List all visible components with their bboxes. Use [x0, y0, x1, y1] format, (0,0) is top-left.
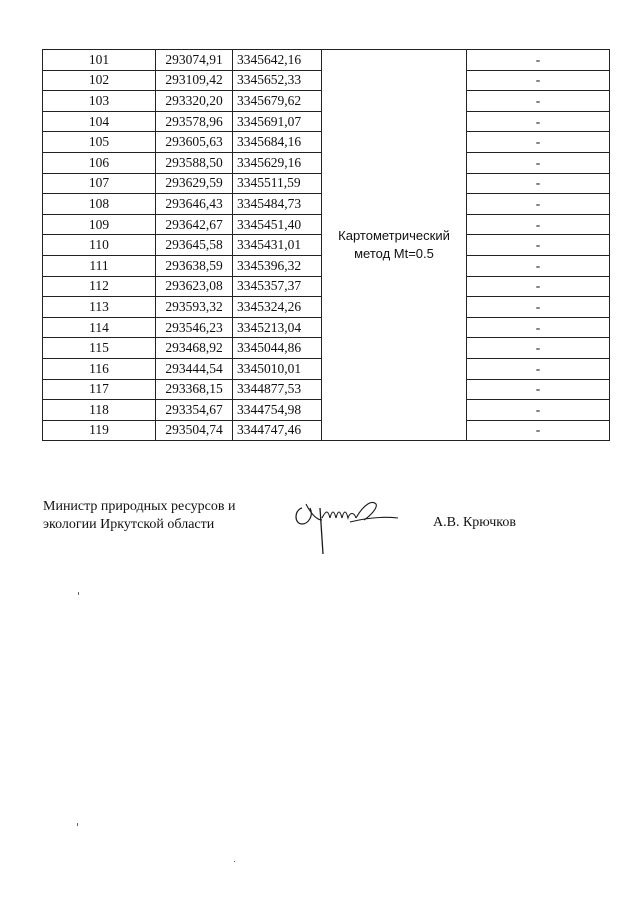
- x-coordinate-cell: 293642,67: [156, 214, 233, 235]
- x-coordinate-cell: 293623,08: [156, 276, 233, 297]
- point-number-cell: 114: [43, 317, 156, 338]
- note-cell: -: [467, 276, 610, 297]
- point-number-cell: 111: [43, 255, 156, 276]
- y-coordinate-cell: 3345679,62: [233, 91, 322, 112]
- x-coordinate-cell: 293645,58: [156, 235, 233, 256]
- signatory-position-line-2: экологии Иркутской области: [43, 517, 215, 532]
- point-number-cell: 116: [43, 358, 156, 379]
- x-coordinate-cell: 293578,96: [156, 111, 233, 132]
- x-coordinate-cell: 293629,59: [156, 173, 233, 194]
- y-coordinate-cell: 3344754,98: [233, 400, 322, 421]
- y-coordinate-cell: 3345684,16: [233, 132, 322, 153]
- note-cell: -: [467, 358, 610, 379]
- y-coordinate-cell: 3345691,07: [233, 111, 322, 132]
- scan-speck: [234, 861, 235, 862]
- y-coordinate-cell: 3344877,53: [233, 379, 322, 400]
- point-number-cell: 110: [43, 235, 156, 256]
- scan-speck: [77, 823, 78, 826]
- x-coordinate-cell: 293354,67: [156, 400, 233, 421]
- note-cell: -: [467, 194, 610, 215]
- x-coordinate-cell: 293320,20: [156, 91, 233, 112]
- y-coordinate-cell: 3345642,16: [233, 50, 322, 71]
- coordinates-table: [42, 49, 610, 441]
- y-coordinate-cell: 3345357,37: [233, 276, 322, 297]
- y-coordinate-cell: 3344747,46: [233, 420, 322, 441]
- point-number-cell: 107: [43, 173, 156, 194]
- x-coordinate-cell: 293546,23: [156, 317, 233, 338]
- coordinates-table-body: [43, 50, 610, 441]
- note-cell: -: [467, 235, 610, 256]
- x-coordinate-cell: 293109,42: [156, 70, 233, 91]
- note-cell: -: [467, 255, 610, 276]
- x-coordinate-cell: 293588,50: [156, 152, 233, 173]
- note-cell: -: [467, 173, 610, 194]
- point-number-cell: 103: [43, 91, 156, 112]
- x-coordinate-cell: 293504,74: [156, 420, 233, 441]
- y-coordinate-cell: 3345652,33: [233, 70, 322, 91]
- note-cell: -: [467, 379, 610, 400]
- x-coordinate-cell: 293638,59: [156, 255, 233, 276]
- point-number-cell: 112: [43, 276, 156, 297]
- y-coordinate-cell: 3345044,86: [233, 338, 322, 359]
- point-number-cell: 102: [43, 70, 156, 91]
- note-cell: -: [467, 70, 610, 91]
- x-coordinate-cell: 293468,92: [156, 338, 233, 359]
- point-number-cell: 117: [43, 379, 156, 400]
- point-number-cell: 105: [43, 132, 156, 153]
- point-number-cell: 113: [43, 297, 156, 318]
- point-number-cell: 101: [43, 50, 156, 71]
- x-coordinate-cell: 293605,63: [156, 132, 233, 153]
- point-number-cell: 104: [43, 111, 156, 132]
- note-cell: -: [467, 50, 610, 71]
- point-number-cell: 106: [43, 152, 156, 173]
- note-cell: -: [467, 400, 610, 421]
- point-number-cell: 118: [43, 400, 156, 421]
- point-number-cell: 115: [43, 338, 156, 359]
- y-coordinate-cell: 3345431,01: [233, 235, 322, 256]
- y-coordinate-cell: 3345010,01: [233, 358, 322, 379]
- note-cell: -: [467, 111, 610, 132]
- x-coordinate-cell: 293368,15: [156, 379, 233, 400]
- table-row: [43, 50, 610, 71]
- y-coordinate-cell: 3345511,59: [233, 173, 322, 194]
- determination-method-text: метод Mt=0.5: [354, 246, 434, 262]
- note-cell: -: [467, 132, 610, 153]
- x-coordinate-cell: 293074,91: [156, 50, 233, 71]
- x-coordinate-cell: 293646,43: [156, 194, 233, 215]
- note-cell: -: [467, 297, 610, 318]
- determination-method-cell: [322, 50, 467, 441]
- point-number-cell: 109: [43, 214, 156, 235]
- note-cell: -: [467, 420, 610, 441]
- y-coordinate-cell: 3345324,26: [233, 297, 322, 318]
- point-number-cell: 119: [43, 420, 156, 441]
- note-cell: -: [467, 91, 610, 112]
- y-coordinate-cell: 3345213,04: [233, 317, 322, 338]
- note-cell: -: [467, 214, 610, 235]
- y-coordinate-cell: 3345629,16: [233, 152, 322, 173]
- x-coordinate-cell: 293444,54: [156, 358, 233, 379]
- x-coordinate-cell: 293593,32: [156, 297, 233, 318]
- scan-speck: [78, 592, 79, 595]
- y-coordinate-cell: 3345451,40: [233, 214, 322, 235]
- y-coordinate-cell: 3345484,73: [233, 194, 322, 215]
- determination-method-text: Картометрический: [338, 228, 450, 244]
- y-coordinate-cell: 3345396,32: [233, 255, 322, 276]
- point-number-cell: 108: [43, 194, 156, 215]
- note-cell: -: [467, 317, 610, 338]
- note-cell: -: [467, 338, 610, 359]
- signatory-position: [43, 498, 235, 534]
- signatory-name: А.В. Крючков: [433, 515, 516, 530]
- note-cell: -: [467, 152, 610, 173]
- signatory-position-line-1: Министр природных ресурсов и: [43, 499, 236, 514]
- handwritten-signature: [292, 494, 407, 556]
